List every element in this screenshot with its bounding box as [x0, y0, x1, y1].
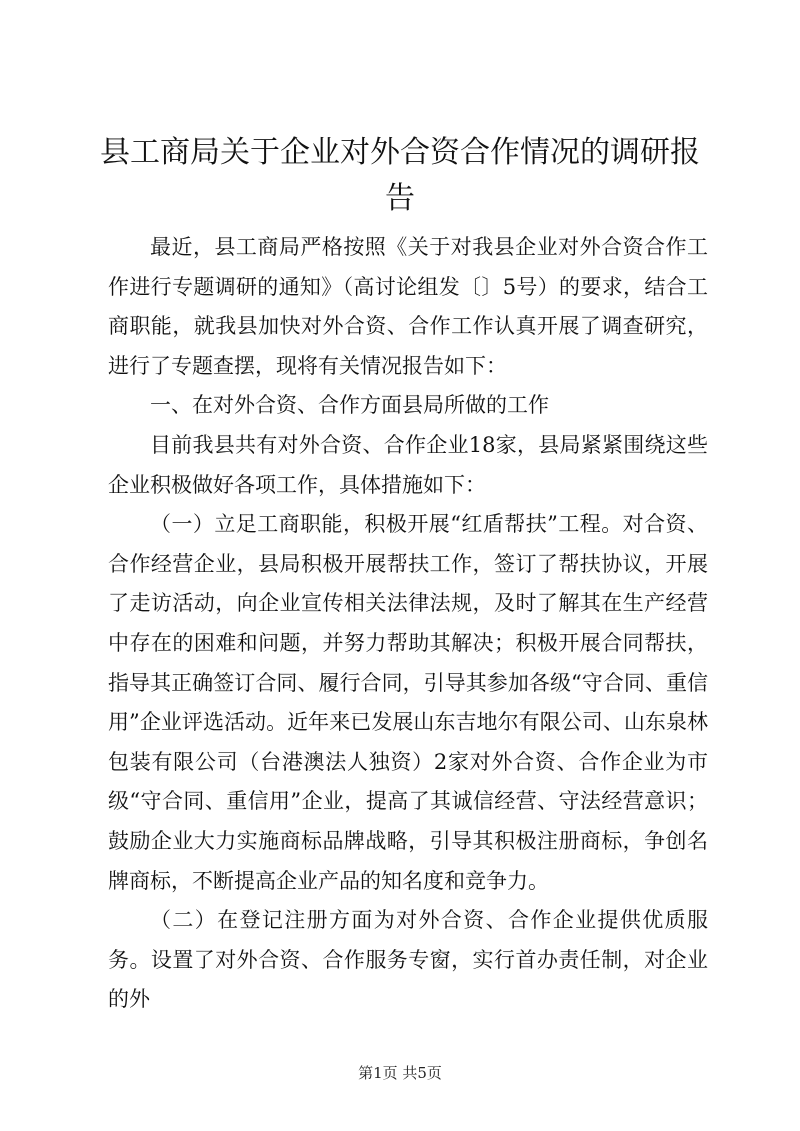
- document-body: [108, 228, 708, 1020]
- section-heading: 一、在对外合资、合作方面县局所做的工作: [150, 393, 549, 418]
- measure-two-paragraph: （二）在登记注册方面为对外合资、合作企业提供优质服务。设置了对外合资、合作服务专窗，实行首办责任制，对企业的外: [108, 908, 708, 1012]
- measure-one-paragraph: （一）立足工商职能，积极开展“红盾帮扶”工程。对合资、合作经营企业，县局积极开展帮扶工作，签订了帮扶协议，开展了走访活动，向企业宣传相关法律法规，及时了解其在生产经营中存在的困难和问题，并努力帮助其解决；积极开展合同帮扶，指导其正确签订合同、履行合同，引导其参加各级“守合同、重信用”企业评选活动。近年来已发展山东吉地尔有限公司、山东泉林包装有限公司（台港澳法人独资）2家对外合资、合作企业为市级“守合同、重信用”企业，提高了其诚信经营、守法经营意识；鼓励企业大力实施商标品牌战略，引导其积极注册商标，争创名牌商标，不断提高企业产品的知名度和竞争力。: [108, 512, 708, 893]
- overview-paragraph: 目前我县共有对外合资、合作企业18家，县局紧紧围绕这些企业积极做好各项工作，具体措施如下：: [108, 432, 708, 497]
- intro-paragraph: 最近，县工商局严格按照《关于对我县企业对外合资合作工作进行专题调研的通知》（高讨论组发〔〕5号）的要求，结合工商职能，就我县加快对外合资、合作工作认真开展了调查研究，进行了专题查摆，现将有关情况报告如下：: [108, 235, 708, 378]
- document-title: 县工商局关于企业对外合资合作情况的调研报告: [100, 135, 700, 216]
- page-number-footer: 第1页 共5页: [358, 1064, 442, 1082]
